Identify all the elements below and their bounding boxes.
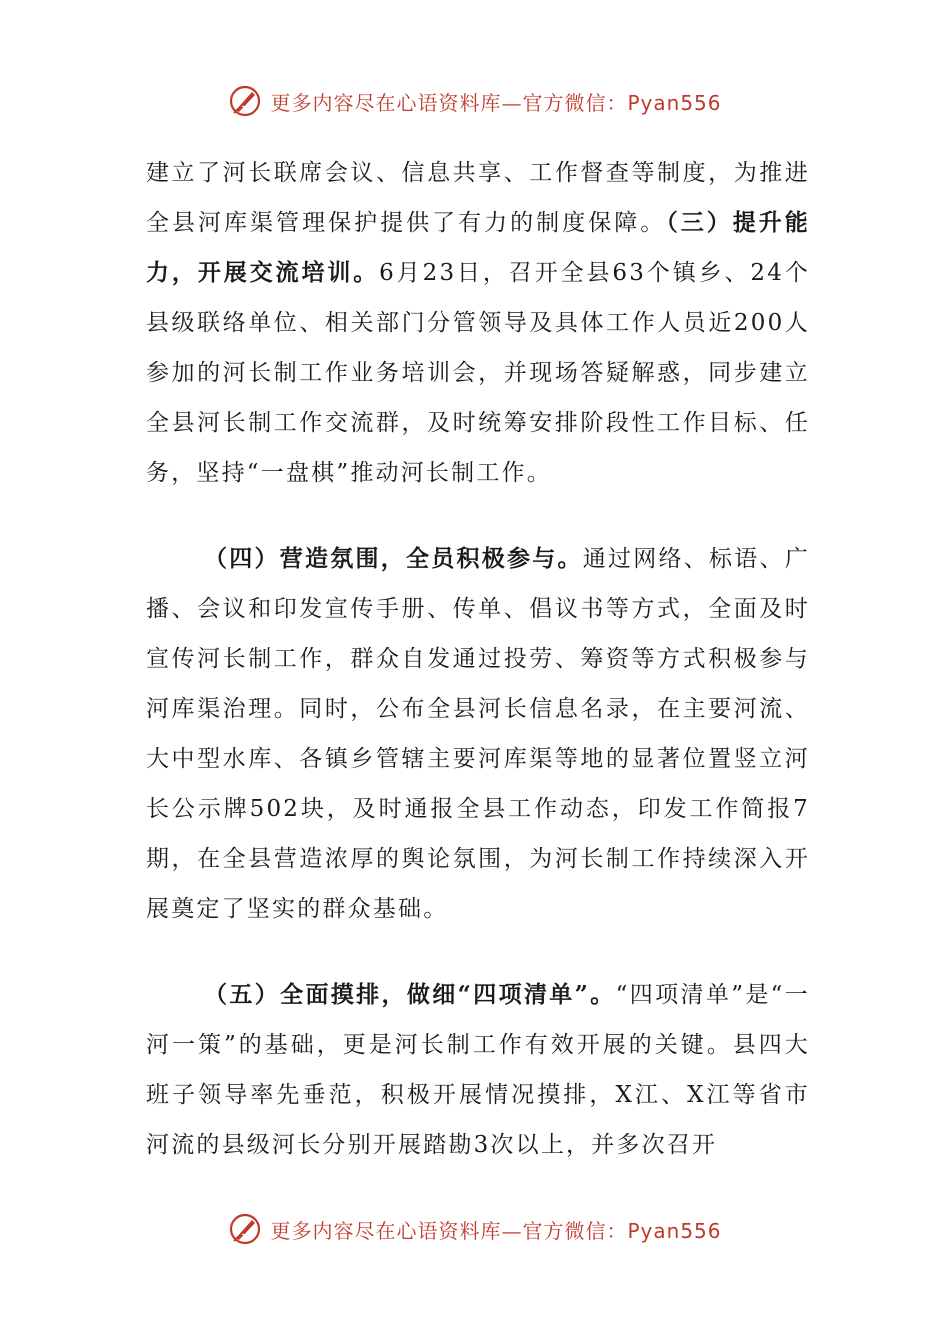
section-5-heading: （五）全面摸排，做细“四项清单”。 <box>204 981 616 1008</box>
paragraph-1-text-a: 建立了河长联席会议、信息共享、工作督查等制度，为推进全县河库渠管理保护提供了有力的制度保障。 <box>146 160 810 236</box>
quill-logo-icon <box>228 84 262 118</box>
section-4-heading: （四）营造氛围，全员积极参与。 <box>204 545 583 572</box>
quill-logo-icon <box>228 1212 262 1246</box>
wechat-id: Pyan556 <box>627 1218 722 1243</box>
wechat-id: Pyan556 <box>627 90 722 115</box>
paragraph-1-text-b: 6月23日，召开全县63个镇乡、24个县级联络单位、相关部门分管领导及具体工作人员近200人参加的河长制工作业务培训会，并现场答疑解惑，同步建立全县河长制工作交流群，及时统筹安排阶段性工作目标、任务，坚持“一盘棋”推动河长制工作。 <box>146 260 811 486</box>
banner-text: 更多内容尽在心语资料库—官方微信：Pyan556 <box>270 1218 722 1243</box>
paragraph-3 <box>146 970 810 1170</box>
banner-text: 更多内容尽在心语资料库—官方微信：Pyan556 <box>270 90 722 115</box>
page-footer-banner <box>0 1212 950 1246</box>
paragraph-1 <box>146 148 810 498</box>
paragraph-2-text: 通过网络、标语、广播、会议和印发宣传手册、传单、倡议书等方式，全面及时宣传河长制工作，群众自发通过投劳、筹资等方式积极参与河库渠治理。同时，公布全县河长信息名录，在主要河流、大中型水库、各镇乡管辖主要河库渠等地的显著位置竖立河长公示牌502块，及时通报全县工作动态，印发工作简报7期，在全县营造浓厚的舆论氛围，为河长制工作持续深入开展奠定了坚实的群众基础。 <box>146 546 810 922</box>
section-3-heading: （三）提升能力，开展交流培训。 <box>146 209 811 286</box>
paragraph-2 <box>146 534 810 934</box>
page-header-banner <box>0 84 950 118</box>
paragraph-3-text: “四项清单”是“一河一策”的基础，更是河长制工作有效开展的关键。县四大班子领导率先垂范，积极开展情况摸排，X江、X江等省市河流的县级河长分别开展踏勘3次以上，并多次召开 <box>146 982 811 1158</box>
document-body <box>146 148 810 1170</box>
